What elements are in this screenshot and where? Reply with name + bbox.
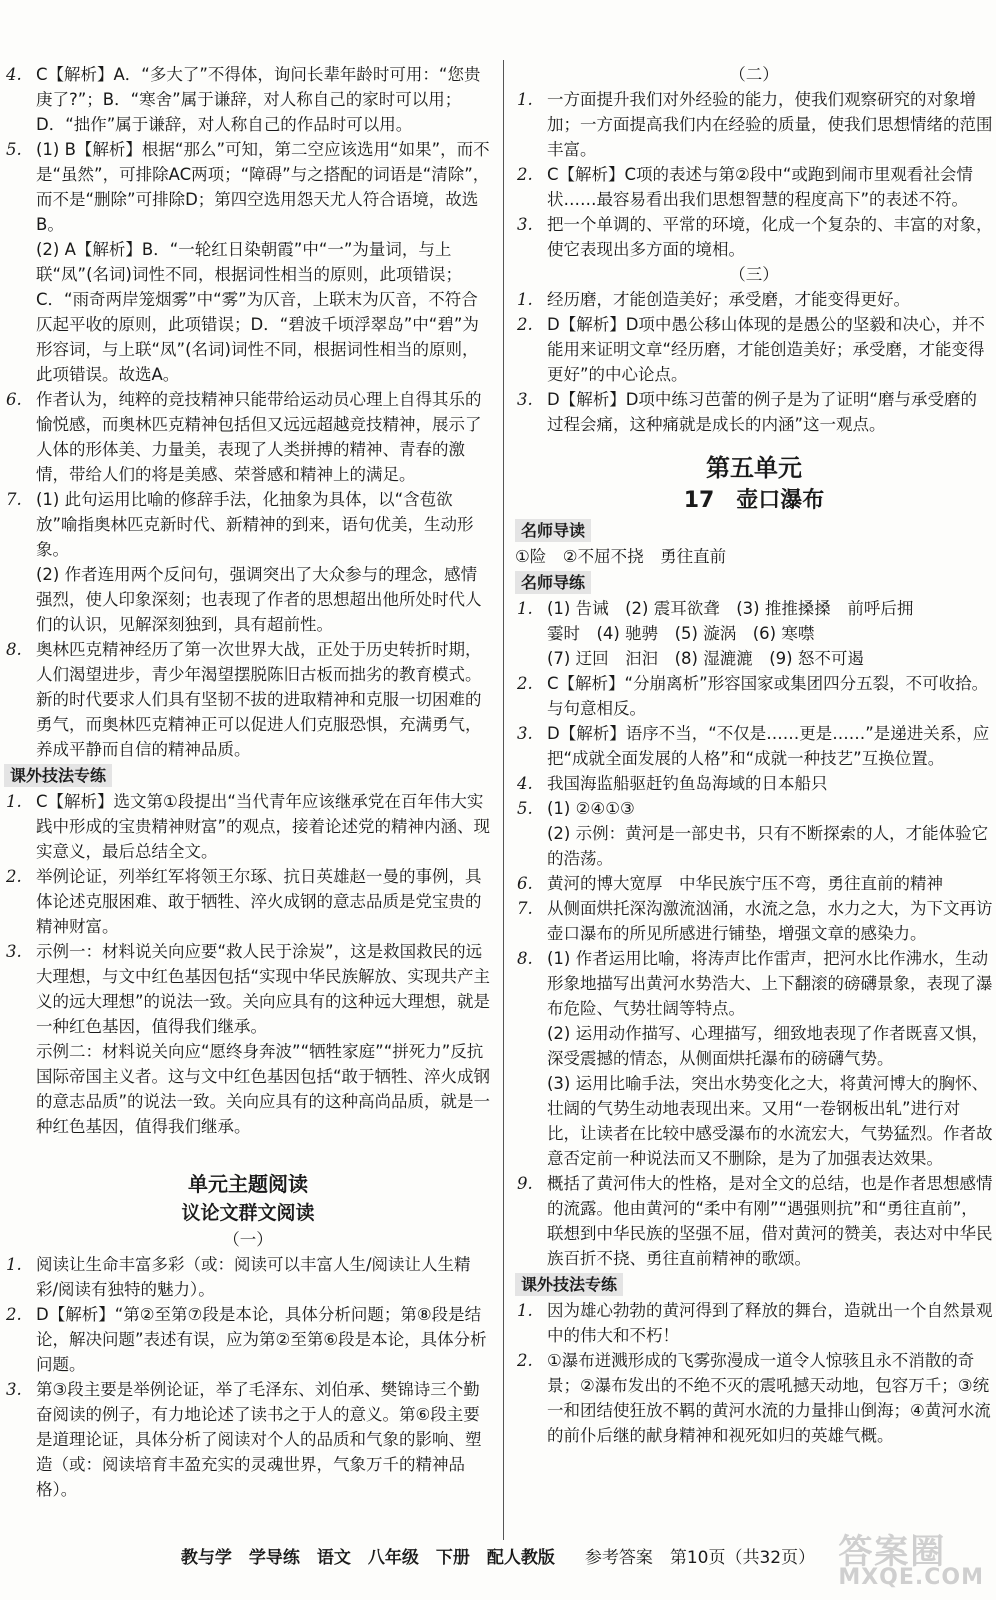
part2-answer-1: 1. 一方面提升我们对外经验的能力，使我们观察研究的对象增加；一方面提高我们内在经验的质量，使我们思想情绪的范围丰富。 <box>517 90 993 159</box>
practice-answer-5: 5. (1) ②④①③ (2) 示例：黄河是一部史书，只有不断探索的人，才能体验它的浩荡。 <box>517 799 989 868</box>
part3-answer-2: 2. D【解析】D项中愚公移山体现的是愚公的坚毅和决心，并不能用来证明文章“经历磨，才能创造美好；承受磨，才能变得更好”的中心论点。 <box>517 315 985 384</box>
extra-answer-2: 2. 举例论证，列举红军将领王尔琢、抗日英雄赵一曼的事例，具体论述克服困难、敢于牺牲、淬火成钢的意志品质是党宝贵的精神财富。 <box>6 867 482 936</box>
answer-8: 8. 奥林匹克精神经历了第一次世界大战，正处于历史转折时期，人们渴望进步，青少年渴望摆脱陈旧古板而拙劣的教育模式。新的时代要求人们具有坚韧不拔的进取精神和克服一切困难的勇气，而奥林匹克精神正可以促进人们克服恐惧，充满勇气，养成平静而自信的精神品质。 <box>6 640 482 759</box>
guide-reading-answer: ①险 ②不屈不挠 勇往直前 <box>515 547 727 566</box>
left-column <box>4 62 492 1502</box>
practice-answer-1: 1. (1) 告诫 (2) 震耳欲聋 (3) 推推搡搡 前呼后拥 霎时 (4) 驰骋 (5) 漩涡 (6) 寒噤 (7) 迂回 汩汩 (8) 湿漉漉 (9) 怒不可遏 <box>517 599 914 668</box>
practice-answer-7: 7. 从侧面烘托深沟激流汹涌，水流之急，水力之大，为下文再访壶口瀑布的所见所感进行铺垫，增强文章的感染力。 <box>517 899 993 943</box>
part-two-label: （二） <box>729 65 779 84</box>
right-column <box>515 62 993 1448</box>
watermark-logo <box>838 1532 984 1590</box>
reading-answer-3: 3. 第③段主要是举例论证，举了毛泽东、刘伯承、樊锦诗三个勤奋阅读的例子，有力地论述了读书之于人的意义。第⑥段主要是道理论证，具体分析了阅读对个人的品质和气象的影响、塑造（或：阅读培育丰盈充实的灵魂世界，气象万千的精神品格）。 <box>6 1380 482 1499</box>
part3-answer-3: 3. D【解析】D项中练习芭蕾的例子是为了证明“磨与承受磨的过程会痛，这种痛就是成长的内涵”这一观点。 <box>517 390 977 434</box>
part-three-label: （三） <box>729 265 779 284</box>
extra-practice-heading: 课外技法专练 <box>4 764 112 787</box>
extra-practice-heading-right: 课外技法专练 <box>515 1273 623 1296</box>
part2-answer-3: 3. 把一个单调的、平常的环境，化成一个复杂的、丰富的对象，使它表现出多方面的境相。 <box>517 215 993 259</box>
guide-reading-heading: 名师导读 <box>515 519 591 542</box>
part-one-label: （一） <box>223 1230 273 1249</box>
watermark-text: 答案圈 <box>838 1532 947 1572</box>
practice-answer-3: 3. D【解析】语序不当，“不仅是……更是……”是递进关系，应把“成就全面发展的人格”和“成就一种技艺”互换位置。 <box>517 724 990 768</box>
answer-7: 7. (1) 此句运用比喻的修辞手法，化抽象为具体，以“含苞欲放”喻指奥林匹克新时代、新精神的到来，语句优美，生动形象。 (2) 作者连用两个反问句，强调突出了大众参与的理念，感情强烈，使人印象深刻；也表现了作者的思想超出他所处时代人们的认识，见解深刻独到，具有超前性。 <box>6 490 482 634</box>
footer-page-number: 参考答案 第10页（共32页） <box>584 1548 816 1568</box>
watermark-url: MXQE.COM <box>838 1565 984 1590</box>
extra-answer-3: 3. 示例一：材料说关向应要“救人民于涂炭”，这是救国救民的远大理想，与文中红色基因包括“实现中华民族解放、实现共产主义的远大理想”的说法一致。关向应具有的这种远大理想，就是一种红色基因，值得我们继承。 示例二：材料说关向应“愿终身奔波”“牺牲家庭”“拼死力”反抗国际帝国主义者。这与文中红色基因包括“敢于牺牲、淬火成钢的意志品质”的说法一致。关向应具有的这种高尚品质，就是一种红色基因，值得我们继承。 <box>6 942 491 1136</box>
part3-answer-1: 1. 经历磨，才能创造美好；承受磨，才能变得更好。 <box>517 290 910 309</box>
unit-title: 第五单元 <box>706 454 802 482</box>
extra-right-answer-2: 2. ①瀑布迸溅形成的飞雾弥漫成一道令人惊骇且永不消散的奇景；②瀑布发出的不绝不灭的震吼撼天动地，包容万千；③统一和团结使狂放不羁的黄河水流的力量排山倒海；④黄河水流的前仆后继的献身精神和视死如归的英雄气概。 <box>517 1351 991 1445</box>
extra-right-answer-1: 1. 因为雄心勃勃的黄河得到了释放的舞台，造就出一个自然景观中的伟大和不朽！ <box>517 1301 993 1345</box>
reading-answer-1: 1. 阅读让生命丰富多彩（或：阅读可以丰富人生/阅读让人生精彩/阅读有独特的魅力）。 <box>6 1255 471 1299</box>
extra-answer-1: 1. C【解析】选文第①段提出“当代青年应该继承党在百年伟大实践中形成的宝贵精神财富”的观点，接着论述党的精神内涵、现实意义，最后总结全文。 <box>6 792 491 861</box>
practice-answer-9: 9. 概括了黄河伟大的性格，是对全文的总结，也是作者思想感情的流露。他由黄河的“柔中有刚”“遇强则抗”和“勇往直前”，联想到中华民族的坚强不屈，借对黄河的赞美，表达对中华民族百折不挠、勇往直前精神的歌颂。 <box>517 1174 993 1268</box>
reading-answer-2: 2. D【解析】“第②至第⑦段是本论，具体分析问题；第⑧段是结论，解决问题”表述有误，应为第②至第⑥段是本论，具体分析问题。 <box>6 1305 487 1374</box>
practice-answer-6: 6. 黄河的博大宽厚 中华民族宁压不弯，勇往直前的精神 <box>517 874 943 893</box>
answer-4: 4. C【解析】A．“多大了”不得体，询问长辈年龄时可用：“您贵庚了?”；B．“寒舍”属于谦辞，对人称自己的家时可以用；D．“拙作”属于谦辞，对人称自己的作品时可以用。 <box>6 65 481 134</box>
part2-answer-2: 2. C【解析】C项的表述与第②段中“或跑到闹市里观看社会情状……最容易看出我们思想智慧的程度高下”的表述不符。 <box>517 165 973 209</box>
answer-6: 6. 作者认为，纯粹的竞技精神只能带给运动员心理上自得其乐的愉悦感，而奥林匹克精神包括但又远远超越竞技精神，展示了人体的形体美、力量美，表现了人类拼搏的精神、青春的激情，带给人们的将是美感、荣誉感和精神上的满足。 <box>6 390 482 484</box>
section-subtitle: 议论文群文阅读 <box>181 1202 315 1224</box>
practice-answer-2: 2. C【解析】“分崩离析”形容国家或集团四分五裂，不可收拾。与句意相反。 <box>517 674 989 718</box>
answer-5: 5. (1) B【解析】根据“那么”可知，第二空应该选用“如果”，而不是“虽然”，可排除AC两项；“障碍”与之搭配的词语是“清除”，而不是“删除”可排除D；第四空选用怨天尤人符合语境，故选B。 (2) A【解析】B．“一轮红日染朝霞”中“一”为量词，与上联“凤”(名词)词性不同，根据词性相当的原则，此项错误；C．“雨奇两岸笼烟雾”中“雾”为仄音，上联末为仄音，不符合仄起平收的原则，此项错误；D．“碧波千顷浮翠岛”中“碧”为形容词，与上联“凤”(名词)词性不同，根据词性相当的原则，此项错误。故选A。 <box>6 140 490 384</box>
practice-answer-8: 8. (1) 作者运用比喻，将涛声比作雷声，把河水比作沸水，生动形象地描写出黄河水势浩大、上下翻滚的磅礴景象，表现了瀑布危险、气势壮阔等特点。 (2) 运用动作描写、心理描写，细致地表现了作者既喜又惧，深受震撼的情态，从侧面烘托瀑布的磅礴气势。 (3) 运用比喻手法，突出水势变化之大，将黄河博大的胸怀、壮阔的气势生动地表现出来。又用“一卷钢板出轧”进行对比，让读者在比较中感受瀑布的水流宏大，气势猛烈。作者故意否定前一种说法而又不删除，是为了加强表达效果。 <box>517 949 993 1168</box>
section-title: 单元主题阅读 <box>188 1172 308 1196</box>
column-divider <box>503 60 504 1540</box>
practice-answer-4: 4. 我国海监船驱赶钓鱼岛海域的日本船只 <box>517 774 828 793</box>
lesson-title: 17 壶口瀑布 <box>683 488 825 513</box>
guide-practice-heading: 名师导练 <box>515 571 591 594</box>
footer-book-info: 教与学 学导练 语文 八年级 下册 配人教版 <box>180 1548 555 1568</box>
